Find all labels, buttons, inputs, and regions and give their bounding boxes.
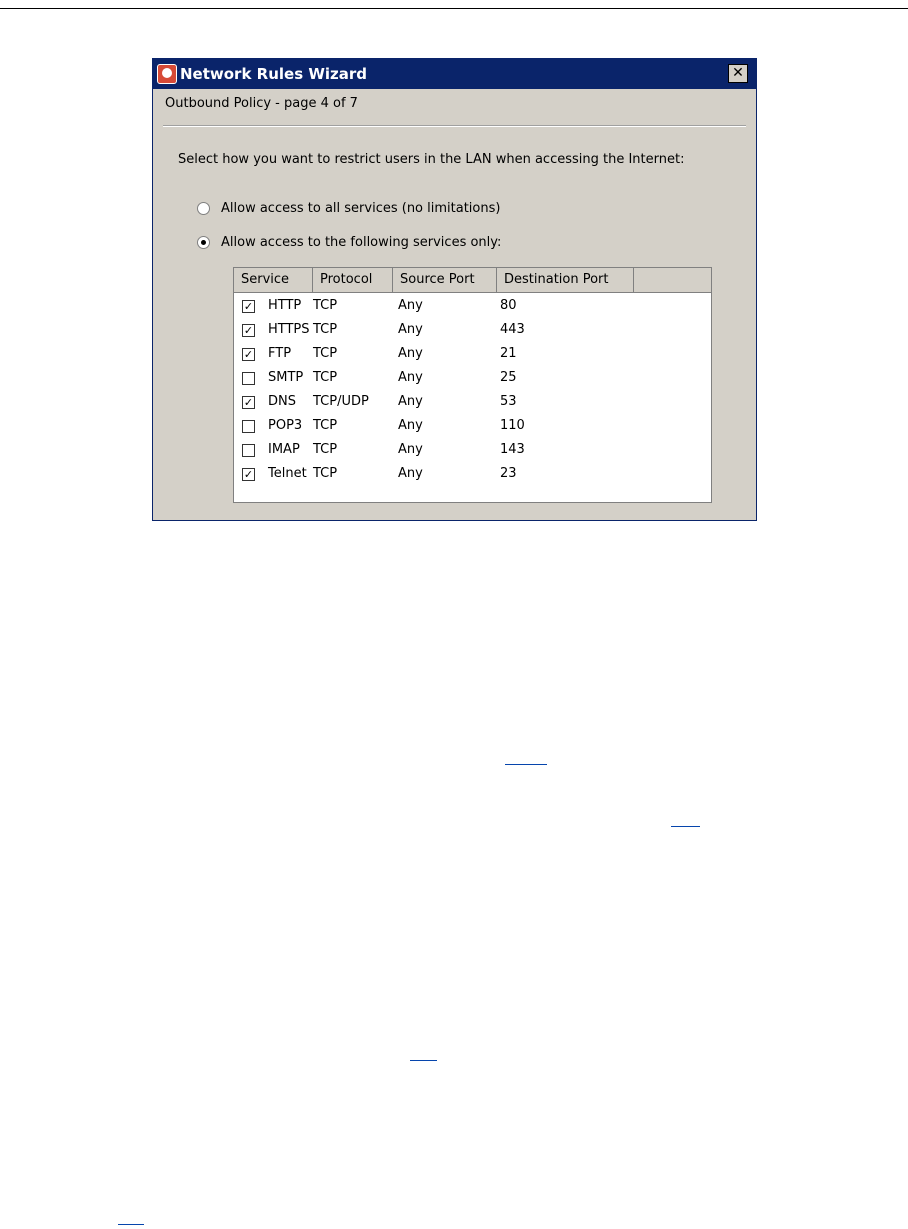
- service-checkbox[interactable]: [242, 420, 255, 433]
- service-row-https[interactable]: [234, 321, 711, 345]
- service-name: HTTPS: [268, 322, 310, 337]
- link-underline[interactable]: [671, 826, 700, 827]
- title-bar[interactable]: [153, 59, 756, 89]
- service-row-smtp[interactable]: [234, 369, 711, 393]
- service-row-http[interactable]: [234, 297, 711, 321]
- source-port-cell: Any: [398, 298, 423, 313]
- radio-button[interactable]: [197, 202, 210, 215]
- service-name: FTP: [268, 346, 292, 361]
- source-port-cell: Any: [398, 394, 423, 409]
- column-header-empty: [634, 268, 712, 293]
- header-separator: [163, 125, 746, 127]
- service-row-imap[interactable]: [234, 441, 711, 465]
- column-header-protocol[interactable]: Protocol: [313, 268, 393, 293]
- service-checkbox[interactable]: ✓: [243, 396, 254, 409]
- service-checkbox[interactable]: ✓: [243, 300, 254, 313]
- source-port-cell: Any: [398, 418, 423, 433]
- destination-port-cell: 23: [500, 466, 517, 481]
- column-header-destination-port[interactable]: Destination Port: [497, 268, 634, 293]
- destination-port-cell: 25: [500, 370, 517, 385]
- destination-port-cell: 80: [500, 298, 517, 313]
- service-name: SMTP: [268, 370, 304, 385]
- close-button[interactable]: ✕: [728, 64, 748, 83]
- destination-port-cell: 53: [500, 394, 517, 409]
- link-underline[interactable]: [505, 764, 547, 765]
- source-port-cell: Any: [398, 442, 423, 457]
- service-name: HTTP: [268, 298, 302, 313]
- protocol-cell: TCP/UDP: [313, 394, 369, 409]
- window-title: Network Rules Wizard: [180, 65, 368, 83]
- protocol-cell: TCP: [313, 442, 338, 457]
- services-list[interactable]: [233, 267, 712, 503]
- service-checkbox[interactable]: [242, 444, 255, 457]
- column-header-source-port[interactable]: Source Port: [393, 268, 497, 293]
- destination-port-cell: 110: [500, 418, 525, 433]
- service-row-ftp[interactable]: [234, 345, 711, 369]
- link-underline[interactable]: [118, 1224, 144, 1225]
- page-top-rule: [0, 8, 908, 9]
- protocol-cell: TCP: [313, 370, 338, 385]
- service-name: Telnet: [268, 466, 307, 481]
- service-row-telnet[interactable]: [234, 465, 711, 489]
- radio-label: Allow access to the following services only:: [221, 235, 502, 250]
- protocol-cell: TCP: [313, 466, 338, 481]
- source-port-cell: Any: [398, 346, 423, 361]
- service-checkbox[interactable]: ✓: [243, 468, 254, 481]
- services-header: [234, 268, 711, 293]
- destination-port-cell: 21: [500, 346, 517, 361]
- service-name: DNS: [268, 394, 296, 409]
- protocol-cell: TCP: [313, 322, 338, 337]
- service-name: POP3: [268, 418, 303, 433]
- service-row-pop3[interactable]: [234, 417, 711, 441]
- destination-port-cell: 443: [500, 322, 525, 337]
- wizard-page-subtitle: Outbound Policy - page 4 of 7: [165, 96, 358, 111]
- link-underline[interactable]: [410, 1060, 437, 1061]
- destination-port-cell: 143: [500, 442, 525, 457]
- service-name: IMAP: [268, 442, 300, 457]
- service-checkbox[interactable]: ✓: [243, 324, 254, 337]
- source-port-cell: Any: [398, 466, 423, 481]
- network-rules-wizard-dialog: [152, 58, 757, 521]
- service-checkbox[interactable]: [242, 372, 255, 385]
- protocol-cell: TCP: [313, 298, 338, 313]
- column-header-service[interactable]: Service: [234, 268, 313, 293]
- radio-button[interactable]: [197, 236, 210, 249]
- service-checkbox[interactable]: ✓: [243, 348, 254, 361]
- protocol-cell: TCP: [313, 346, 338, 361]
- restriction-prompt: Select how you want to restrict users in the LAN when accessing the Internet:: [178, 152, 685, 167]
- source-port-cell: Any: [398, 370, 423, 385]
- protocol-cell: TCP: [313, 418, 338, 433]
- service-row-dns[interactable]: [234, 393, 711, 417]
- radio-label: Allow access to all services (no limitations): [221, 201, 501, 216]
- source-port-cell: Any: [398, 322, 423, 337]
- app-icon: [157, 64, 177, 84]
